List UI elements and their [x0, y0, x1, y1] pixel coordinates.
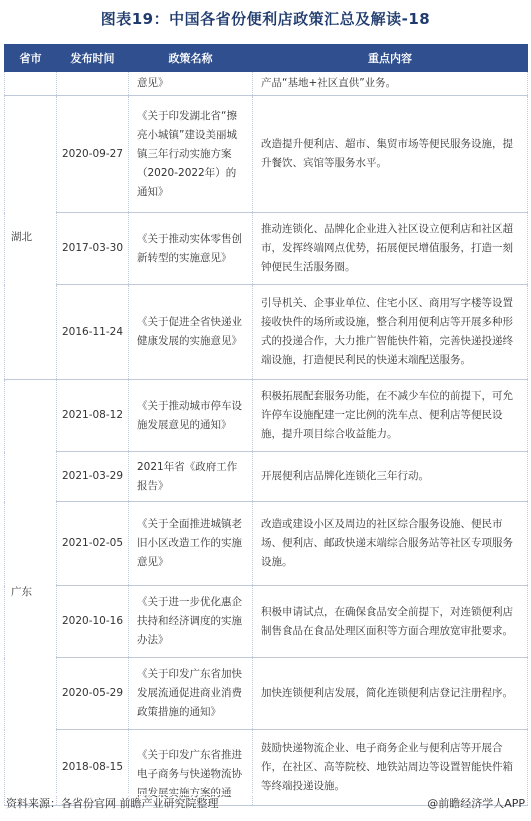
content-cell: 积极拓展配套服务功能，在不减少车位的前提下，可允许停车设施配建一定比例的洗车点、便利店等便民设施，提升项目综合收益能力。 — [253, 380, 528, 452]
province-cell: 湖北 — [5, 96, 57, 380]
date-cell: 2020-05-29 — [57, 658, 129, 730]
date-cell: 2020-09-27 — [57, 96, 129, 213]
date-cell: 2021-08-12 — [57, 380, 129, 452]
policy-cell: 《关于印发湖北省“擦亮小城镇”建设美丽城镇三年行动实施方案（2020-2022年）的通知》 — [129, 96, 253, 213]
content-cell: 积极申请试点，在确保食品安全前提下，对连锁便利店制售食品在食品处理区面积等方面合理放宽审批要求。 — [253, 586, 528, 658]
content-cell: 鼓励快递物流企业、电子商务企业与便利店等开展合作，在社区、高等院校、地铁站周边等设置智能快件箱等终端投递设施。 — [253, 730, 528, 806]
footer — [6, 794, 525, 813]
date-cell: 2018-08-15 — [57, 730, 129, 806]
column-header-province: 省市 — [5, 45, 57, 72]
page-title: 图表19：中国各省份便利店政策汇总及解读-18 — [100, 10, 431, 28]
content-cell: 加快连锁便利店发展，简化连锁便利店登记注册程序。 — [253, 658, 528, 730]
column-header-policy: 政策名称 — [129, 45, 253, 72]
table-row — [5, 452, 528, 502]
content-cell: 改造提升便利店、超市、集贸市场等便民服务设施，提升餐饮、宾馆等服务水平。 — [253, 96, 528, 213]
table-row — [5, 213, 528, 285]
policy-cell: 《关于推动实体零售创新转型的实施意见》 — [129, 213, 253, 285]
content-cell: 产品“基地+社区直供”业务。 — [253, 72, 528, 96]
policy-table — [4, 44, 528, 806]
date-cell: 2021-03-29 — [57, 452, 129, 502]
table-row — [5, 285, 528, 380]
province-cell: 广东 — [5, 380, 57, 806]
table-row — [5, 586, 528, 658]
province-cell — [5, 72, 57, 96]
source-note: 资料来源：各省份官网 前瞻产业研究院整理 — [6, 797, 219, 810]
policy-cell: 《关于全面推进城镇老旧小区改造工作的实施意见》 — [129, 502, 253, 586]
policy-cell: 意见》 — [129, 72, 253, 96]
date-cell: 2021-02-05 — [57, 502, 129, 586]
policy-cell: 《关于印发广东省推进电子商务与快递物流协同发展实施方案的通 — [129, 730, 253, 806]
policy-cell: 《关于进一步优化惠企扶持和经济调度的实施办法》 — [129, 586, 253, 658]
date-cell: 2020-10-16 — [57, 586, 129, 658]
policy-cell: 《关于促进全省快递业健康发展的实施意见》 — [129, 285, 253, 380]
column-header-date: 发布时间 — [57, 45, 129, 72]
table-row — [5, 502, 528, 586]
table-header-row — [5, 45, 528, 72]
policy-cell: 《关于推动城市停车设施发展意见的通知》 — [129, 380, 253, 452]
content-cell: 开展便利店品牌化连锁化三年行动。 — [253, 452, 528, 502]
content-cell: 推动连锁化、品牌化企业进入社区设立便利店和社区超市，发挥终端网点优势，拓展便民增值服务，打造一刻钟便民生活服务圈。 — [253, 213, 528, 285]
content-cell: 改造或建设小区及周边的社区综合服务设施、便民市场、便利店、邮政快递末端综合服务站等社区专项服务设施。 — [253, 502, 528, 586]
column-header-content: 重点内容 — [253, 45, 528, 72]
table-row — [5, 380, 528, 452]
table-row — [5, 72, 528, 96]
content-cell: 引导机关、企事业单位、住宅小区、商用写字楼等设置接收快件的场所或设施，整合利用便利店等开展多种形式的投递合作，大力推广智能快件箱，完善快递投递终端设施，打造便民利民的快递末端配送服务。 — [253, 285, 528, 380]
date-cell: 2017-03-30 — [57, 213, 129, 285]
table-row — [5, 96, 528, 213]
date-cell: 2016-11-24 — [57, 285, 129, 380]
table-row — [5, 658, 528, 730]
policy-cell: 2021年省《政府工作报告》 — [129, 452, 253, 502]
brand-credit: @前瞻经济学人APP — [427, 797, 525, 810]
policy-cell: 《关于印发广东省加快发展流通促进商业消费政策措施的通知》 — [129, 658, 253, 730]
date-cell — [57, 72, 129, 96]
